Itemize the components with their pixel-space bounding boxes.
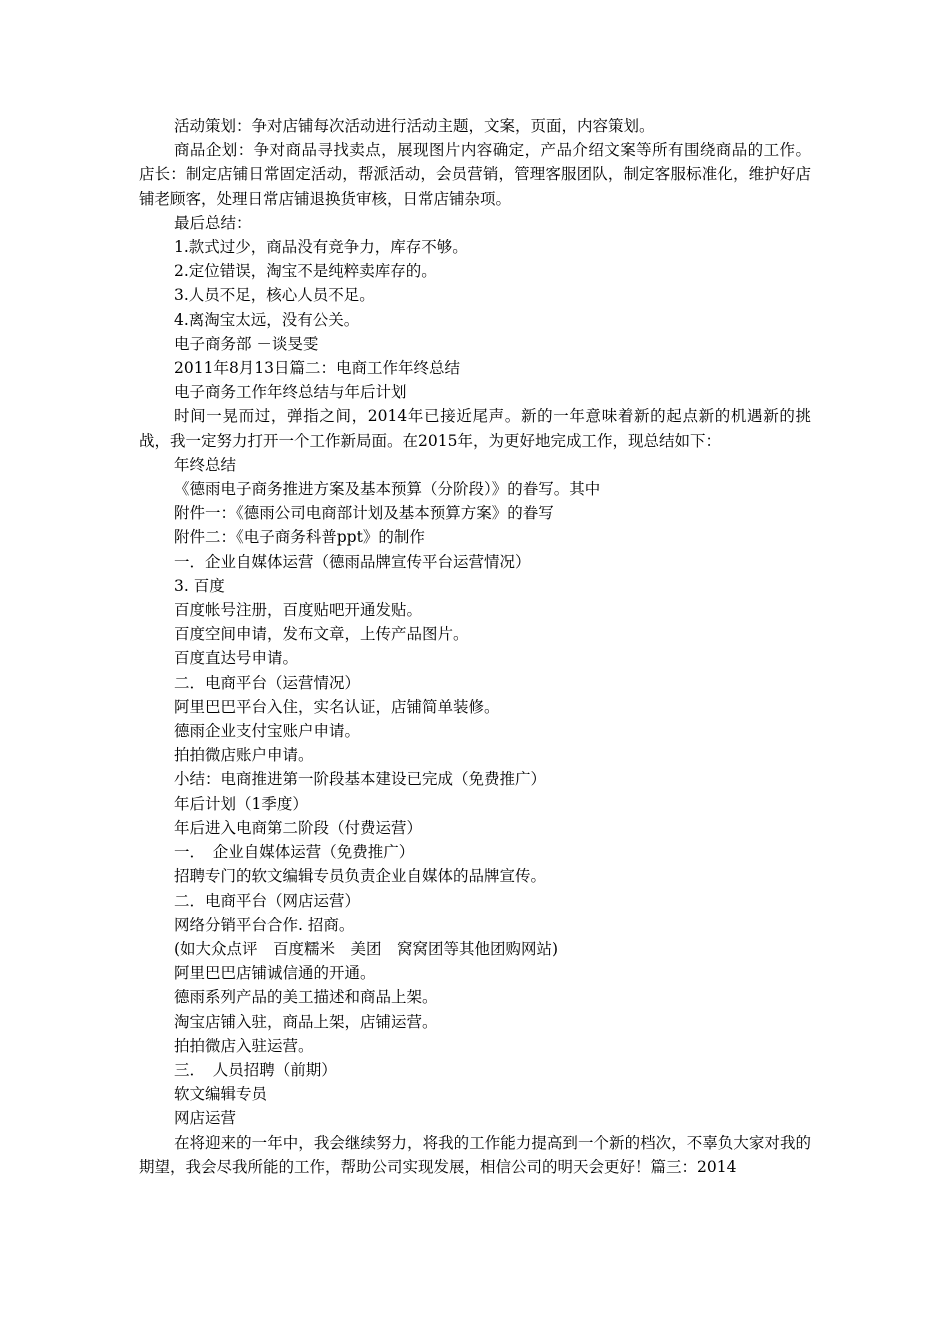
paragraph-role-editor: 软文编辑专员 xyxy=(174,1085,268,1104)
paragraph-baidu: 3. 百度 xyxy=(174,576,225,595)
paragraph-summary-item-1: 1.款式过少，商品没有竞争力，库存不够。 xyxy=(174,238,468,257)
paragraph-product-planning: 商品企划：争对商品寻找卖点，展现图片内容确定，产品介绍文案等所有围绕商品的工作。 店长：制定店铺日常固定活动，帮派活动，会员营销，管理客服团队，制定客服标准化，维护好店铺老顾客，处理日常店铺退换货审核，日常店铺杂项。 xyxy=(139,141,811,208)
paragraph-plan-section-2: 二．电商平台（网店运营） xyxy=(174,891,361,910)
paragraph-intro: 时间一晃而过，弹指之间，2014年已接近尾声。新的一年意味着新的起点新的机遇新的挑战，我一定努力打开一个工作新局面。在2015年，为更好地完成工作，现总结如下： xyxy=(139,407,811,450)
paragraph-role-store-ops: 网店运营 xyxy=(174,1109,237,1128)
paragraph-signature: 电子商务部 －谈旻雯 xyxy=(174,334,319,353)
paragraph-baidu-space: 百度空间申请，发布文章，上传产品图片。 xyxy=(174,625,469,644)
paragraph-stage-two: 年后进入电商第二阶段（付费运营） xyxy=(174,818,423,837)
paragraph-plan-section-1: 一． 企业自媒体运营（免费推广） xyxy=(174,843,415,862)
paragraph-paipai-store: 拍拍微店入驻运营。 xyxy=(174,1036,314,1055)
paragraph-stage-one-summary: 小结：电商推进第一阶段基本建设已完成（免费推广） xyxy=(174,770,547,789)
paragraph-year-end-summary: 年终总结 xyxy=(174,455,237,474)
paragraph-next-year-plan: 年后计划（1季度） xyxy=(174,794,308,813)
paragraph-summary-item-4: 4.离淘宝太远，没有公关。 xyxy=(174,310,360,329)
paragraph-distribution: 网络分销平台合作. 招商。 xyxy=(174,915,355,934)
paragraph-date-part-two: 2011年8月13日篇二：电商工作年终总结 xyxy=(174,359,461,378)
paragraph-activity-planning: 活动策划：争对店铺每次活动进行活动主题，文案，页面，内容策划。 xyxy=(174,117,655,135)
paragraph-taobao-store: 淘宝店铺入驻，商品上架，店铺运营。 xyxy=(174,1012,438,1031)
paragraph-summary-item-2: 2.定位错误，淘宝不是纯粹卖库存的。 xyxy=(174,262,437,281)
paragraph-baidu-account: 百度帐号注册，百度贴吧开通发贴。 xyxy=(174,601,423,620)
paragraph-alipay: 德雨企业支付宝账户申请。 xyxy=(174,722,361,741)
paragraph-attachment-2: 附件二：《电子商务科普ppt》的制作 xyxy=(174,528,425,547)
paragraph-closing: 在将迎来的一年中，我会继续努力，将我的工作能力提高到一个新的档次，不辜负大家对我的期望，我会尽我所能的工作，帮助公司实现发展，相信公司的明天会更好！篇三：2014 xyxy=(139,1133,811,1176)
paragraph-section-1: 一．企业自媒体运营（德雨品牌宣传平台运营情况） xyxy=(174,552,531,571)
document-body xyxy=(139,114,811,1179)
paragraph-plan-doc: 《德雨电子商务推进方案及基本预算（分阶段）》的眷写。其中 xyxy=(174,480,601,499)
paragraph-plan-section-3: 三． 人员招聘（前期） xyxy=(174,1060,337,1079)
paragraph-group-buy-sites: (如大众点评 百度糯米 美团 窝窝团等其他团购网站) xyxy=(174,939,559,958)
paragraph-title: 电子商务工作年终总结与年后计划 xyxy=(174,383,407,402)
paragraph-final-summary-heading: 最后总结： xyxy=(174,213,252,232)
paragraph-baidu-direct: 百度直达号申请。 xyxy=(174,649,299,668)
paragraph-alibaba-cxt: 阿里巴巴店铺诚信通的开通。 xyxy=(174,964,376,983)
paragraph-alibaba: 阿里巴巴平台入住，实名认证，店铺简单装修。 xyxy=(174,697,500,716)
paragraph-hire-editor: 招聘专门的软文编辑专员负责企业自媒体的品牌宣传。 xyxy=(174,867,547,886)
paragraph-attachment-1: 附件一：《德雨公司电商部计划及基本预算方案》的眷写 xyxy=(174,504,554,523)
paragraph-paipai: 拍拍微店账户申请。 xyxy=(174,746,314,765)
paragraph-section-2: 二．电商平台（运营情况） xyxy=(174,673,361,692)
paragraph-summary-item-3: 3.人员不足，核心人员不足。 xyxy=(174,286,375,305)
paragraph-product-listing: 德雨系列产品的美工描述和商品上架。 xyxy=(174,988,438,1007)
